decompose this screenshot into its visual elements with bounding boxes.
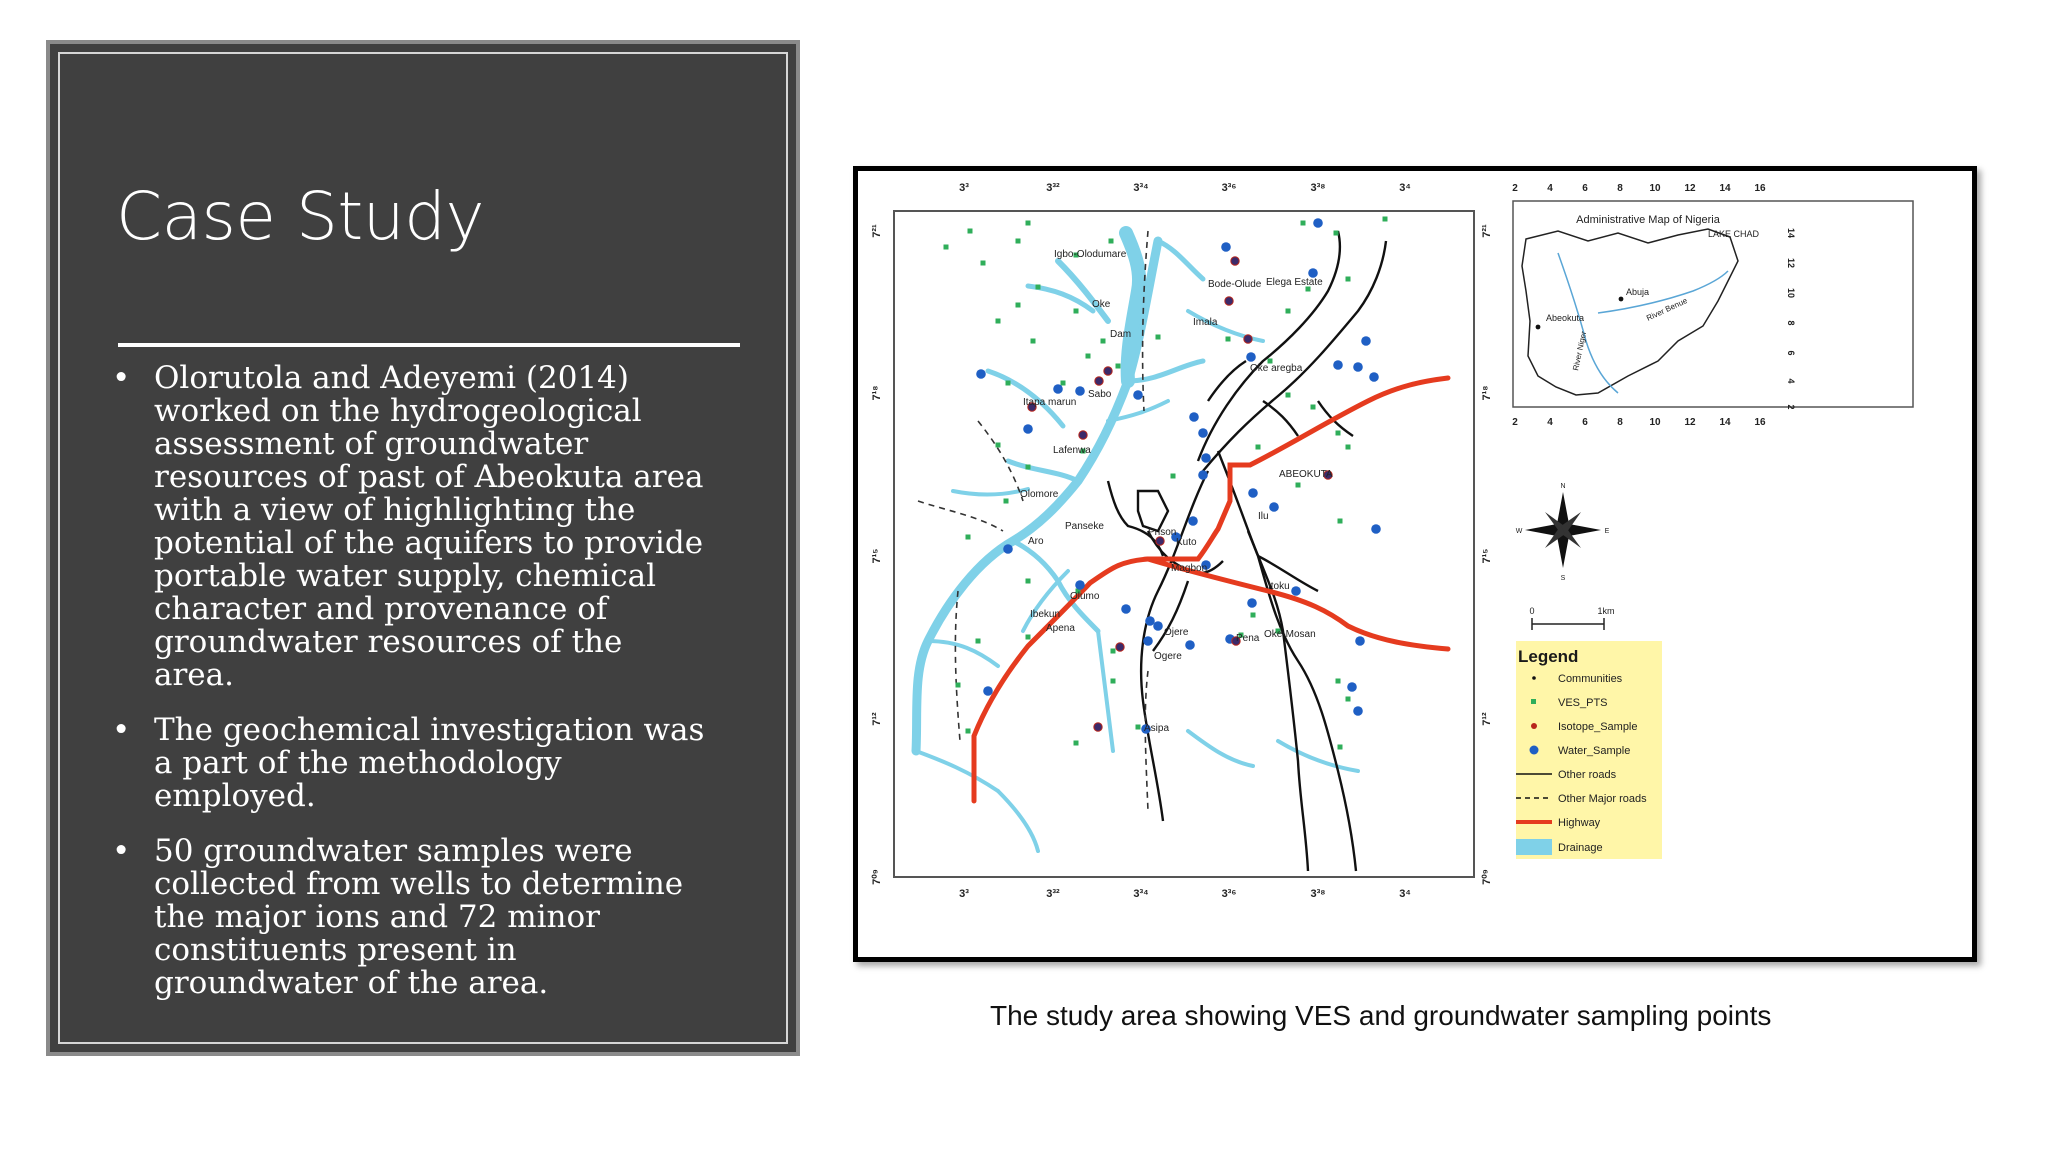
water-sample-point xyxy=(1145,616,1155,626)
isotope-sample-point xyxy=(1094,723,1102,731)
water-sample-point xyxy=(1201,453,1211,463)
ves-point xyxy=(1006,381,1011,386)
place-kuto: Kuto xyxy=(1176,537,1197,548)
legend-item: Water_Sample xyxy=(1558,745,1631,757)
place-olomore: Olomore xyxy=(1020,489,1059,500)
inset-tick: 8 xyxy=(1786,320,1796,326)
inset-tick: 2 xyxy=(1512,417,1518,428)
ves-point xyxy=(1061,381,1066,386)
water-sample-point xyxy=(1246,352,1256,362)
water-sample-point xyxy=(1347,682,1357,692)
place-olumo: Olumo xyxy=(1070,591,1100,602)
x-tick: 3⁴ xyxy=(1399,182,1411,194)
bullet-glyph: • xyxy=(112,360,131,396)
x-tick: 3³⁸ xyxy=(1310,182,1326,194)
water-sample-point xyxy=(1121,604,1131,614)
water-sample-point xyxy=(976,369,986,379)
water-sample-point xyxy=(1003,544,1013,554)
place-igbo: Igbo-Olodumare xyxy=(1054,249,1127,260)
water-sample-point xyxy=(1353,362,1363,372)
ves-point xyxy=(1109,239,1114,244)
ves-point xyxy=(1036,285,1041,290)
ves-point xyxy=(1286,309,1291,314)
isotope-sample-point xyxy=(1225,297,1233,305)
bullet-item xyxy=(112,714,712,813)
inset-tick: 8 xyxy=(1617,183,1623,194)
isotope-sample-point xyxy=(1231,257,1239,265)
title-divider xyxy=(118,343,740,347)
ves-point xyxy=(1346,445,1351,450)
place-panseke: Panseke xyxy=(1065,521,1104,532)
place-abeokuta: ABEOKUTA xyxy=(1279,469,1333,480)
ves-point xyxy=(1101,339,1106,344)
scale-bar xyxy=(1529,606,1614,630)
north-label: N xyxy=(1560,483,1566,490)
legend-drainage-symbol xyxy=(1516,839,1552,855)
x-tick: 3³ xyxy=(959,888,969,900)
isotope-sample-point xyxy=(1244,335,1252,343)
ves-point xyxy=(1338,745,1343,750)
ves-point xyxy=(1156,335,1161,340)
study-area-map xyxy=(853,166,1977,962)
place-itoku: Itoku xyxy=(1268,581,1290,592)
x-ticks-bottom xyxy=(959,888,1411,900)
bullet-text: The geochemical investigation was a part of the methodology employed. xyxy=(154,712,705,814)
inset-tick: 14 xyxy=(1786,227,1796,239)
inset-tick: 10 xyxy=(1786,287,1796,299)
y-tick: 7¹⁵ xyxy=(871,548,883,564)
inset-tick: 8 xyxy=(1617,417,1623,428)
inset-tick: 16 xyxy=(1754,183,1766,194)
y-tick: 7⁰⁹ xyxy=(1481,869,1493,885)
inset-top-ticks xyxy=(1512,183,1766,194)
ves-point xyxy=(1136,725,1141,730)
x-tick: 3³⁴ xyxy=(1133,888,1149,900)
ves-point xyxy=(1026,465,1031,470)
x-tick: 3³² xyxy=(1046,182,1060,194)
x-tick: 3³⁸ xyxy=(1310,888,1326,900)
x-tick: 3³² xyxy=(1046,888,1060,900)
water-sample-point xyxy=(1185,640,1195,650)
water-sample-point xyxy=(1355,636,1365,646)
figure-caption: The study area showing VES and groundwater sampling points xyxy=(990,1000,1772,1031)
water-sample-point xyxy=(983,686,993,696)
ves-point xyxy=(1336,431,1341,436)
inset-tick: 12 xyxy=(1684,183,1696,194)
y-tick: 7⁰⁹ xyxy=(871,869,883,885)
water-sample-point xyxy=(1075,580,1085,590)
water-sample-point xyxy=(1371,524,1381,534)
inset-tick: 4 xyxy=(1547,417,1553,428)
inset-label-lake: LAKE CHAD xyxy=(1708,229,1760,239)
scale-zero: 0 xyxy=(1529,606,1535,616)
y-tick: 7²¹ xyxy=(871,224,883,238)
place-aro: Aro xyxy=(1028,536,1044,547)
legend-item: VES_PTS xyxy=(1558,697,1608,709)
x-tick: 3³ xyxy=(959,182,969,194)
place-elega: Elega Estate xyxy=(1266,277,1323,288)
ves-point xyxy=(1334,231,1339,236)
ves-point xyxy=(981,261,986,266)
ves-point xyxy=(956,683,961,688)
isotope-sample-point xyxy=(1095,377,1103,385)
place-okemosan: Oke-Mosan xyxy=(1264,629,1316,640)
legend-item: Isotope_Sample xyxy=(1558,721,1638,733)
inset-label-abuja: Abuja xyxy=(1626,287,1650,297)
ves-point xyxy=(996,319,1001,324)
y-tick: 7¹⁸ xyxy=(1481,385,1493,401)
x-ticks-top xyxy=(959,182,1411,194)
legend-item: Communities xyxy=(1558,673,1623,685)
ves-point xyxy=(1256,445,1261,450)
place-ibekun: Ibekun xyxy=(1030,609,1061,620)
east-label: E xyxy=(1604,528,1610,535)
place-imala: Imala xyxy=(1193,317,1218,328)
inset-tick: 12 xyxy=(1684,417,1696,428)
water-sample-point xyxy=(1333,360,1343,370)
abeokuta-marker xyxy=(1536,325,1541,330)
ves-point xyxy=(976,639,981,644)
place-apena: Apena xyxy=(1046,623,1075,634)
inset-tick: 6 xyxy=(1582,417,1588,428)
inset-tick: 12 xyxy=(1786,257,1796,269)
ves-point xyxy=(1074,309,1079,314)
bullet-text: Olorutola and Adeyemi (2014) worked on the hydrogeological assessment of groundwater resources of past of Abeokuta area with a view of highlighting the potential of the aquifers to provide portable water supply, chemical character and provenance of groundwater resources of the area. xyxy=(154,360,704,693)
ves-point xyxy=(966,729,971,734)
scale-km: 1km xyxy=(1597,606,1615,616)
ves-point xyxy=(944,245,949,250)
place-ojere: Ojere xyxy=(1164,627,1189,638)
water-sample-point xyxy=(1198,470,1208,480)
inset-map xyxy=(1512,183,1913,428)
water-sample-point xyxy=(1248,488,1258,498)
ves-point xyxy=(1031,339,1036,344)
inset-tick: 6 xyxy=(1582,183,1588,194)
place-dam: Dam xyxy=(1110,329,1132,340)
ves-point xyxy=(1111,649,1116,654)
inset-tick: 14 xyxy=(1719,417,1731,428)
bullet-item xyxy=(112,835,712,1000)
ves-point xyxy=(1383,217,1388,222)
legend-ves-symbol xyxy=(1531,699,1536,704)
water-sample-point xyxy=(1369,372,1379,382)
inset-title: Administrative Map of Nigeria xyxy=(1576,214,1720,226)
inset-tick: 2 xyxy=(1512,183,1518,194)
isotope-sample-point xyxy=(1156,537,1164,545)
south-label: S xyxy=(1560,575,1566,582)
ves-point xyxy=(968,229,973,234)
place-bode: Bode-Olude xyxy=(1208,279,1262,290)
inset-tick: 16 xyxy=(1754,417,1766,428)
slide-title: Case Study xyxy=(116,178,485,255)
inset-tick: 10 xyxy=(1649,183,1661,194)
bullet-item xyxy=(112,362,712,692)
ves-point xyxy=(966,535,971,540)
north-arrow xyxy=(1516,483,1610,582)
ves-point xyxy=(1296,483,1301,488)
bullet-list xyxy=(112,362,712,1022)
ves-point xyxy=(1171,474,1176,479)
ves-point xyxy=(1338,519,1343,524)
y-tick: 7¹² xyxy=(1481,712,1493,726)
ves-point xyxy=(1026,221,1031,226)
ves-point xyxy=(1346,277,1351,282)
place-sabo: Sabo xyxy=(1088,389,1112,400)
ves-point xyxy=(1226,337,1231,342)
water-sample-point xyxy=(1053,384,1063,394)
water-sample-point xyxy=(1353,706,1363,716)
water-sample-point xyxy=(1143,636,1153,646)
legend-community-symbol xyxy=(1532,676,1536,680)
ves-point xyxy=(1286,393,1291,398)
y-tick: 7¹⁸ xyxy=(871,385,883,401)
place-oke: Oke xyxy=(1092,299,1111,310)
inset-tick: 2 xyxy=(1786,404,1796,410)
ves-point xyxy=(1004,499,1009,504)
inset-tick: 4 xyxy=(1547,183,1553,194)
ves-point xyxy=(996,443,1001,448)
ves-point xyxy=(1111,679,1116,684)
isotope-sample-point xyxy=(1104,367,1112,375)
water-sample-point xyxy=(1221,242,1231,252)
place-magbon: Magbon xyxy=(1171,563,1208,574)
inset-tick: 4 xyxy=(1786,378,1796,384)
bullet-glyph: • xyxy=(112,833,131,869)
place-prison: Prison xyxy=(1148,527,1177,538)
x-tick: 3⁴ xyxy=(1399,888,1411,900)
inset-tick: 10 xyxy=(1649,417,1661,428)
inset-label-benue: River Benue xyxy=(1645,296,1689,323)
water-sample-point xyxy=(1269,502,1279,512)
y-tick: 7¹⁵ xyxy=(1481,548,1493,564)
water-sample-point xyxy=(1133,390,1143,400)
place-itamarun: Itapa marun xyxy=(1023,397,1077,408)
y-tick: 7¹² xyxy=(871,712,883,726)
inset-label-niger: River Niger xyxy=(1571,330,1589,372)
inset-label-abeokuta: Abeokuta xyxy=(1546,313,1585,323)
y-ticks-left xyxy=(871,224,883,885)
isotope-sample-point xyxy=(1116,643,1124,651)
y-tick: 7²¹ xyxy=(1481,224,1493,238)
legend-item: Drainage xyxy=(1558,842,1603,854)
place-ogere: Ogere xyxy=(1154,651,1182,662)
water-sample-point xyxy=(1291,586,1301,596)
legend-item: Other Major roads xyxy=(1558,793,1647,805)
x-tick: 3³⁶ xyxy=(1221,182,1237,194)
water-sample-point xyxy=(1023,424,1033,434)
ves-point xyxy=(1346,697,1351,702)
ves-point xyxy=(1016,239,1021,244)
map-figure xyxy=(858,171,1972,957)
place-lafenwa: Lafenwa xyxy=(1053,445,1091,456)
ves-point xyxy=(1026,635,1031,640)
ves-point xyxy=(1086,354,1091,359)
place-pena: Pena xyxy=(1236,633,1260,644)
legend xyxy=(1516,641,1662,859)
bullet-glyph: • xyxy=(112,712,131,748)
y-ticks-right xyxy=(1481,224,1493,885)
inset-tick: 14 xyxy=(1719,183,1731,194)
isotope-sample-point xyxy=(1079,431,1087,439)
legend-item: Highway xyxy=(1558,817,1601,829)
ves-point xyxy=(1311,405,1316,410)
ves-point xyxy=(1301,221,1306,226)
inset-tick: 6 xyxy=(1786,350,1796,356)
water-sample-point xyxy=(1313,218,1323,228)
place-asipa: Asipa xyxy=(1144,723,1170,734)
abuja-marker xyxy=(1619,297,1624,302)
x-tick: 3³⁶ xyxy=(1221,888,1237,900)
bullet-text: 50 groundwater samples were collected from wells to determine the major ions and 72 minor constituents present in groundwater of the area. xyxy=(154,833,684,1001)
ves-point xyxy=(1026,579,1031,584)
ves-point xyxy=(1016,303,1021,308)
water-sample-point xyxy=(1361,336,1371,346)
place-ilupeju: Ilu xyxy=(1258,511,1269,522)
x-tick: 3³⁴ xyxy=(1133,182,1149,194)
legend-item: Other roads xyxy=(1558,769,1617,781)
place-okearegba: Oke aregba xyxy=(1250,363,1303,374)
ves-point xyxy=(1074,741,1079,746)
water-sample-point xyxy=(1153,621,1163,631)
ves-point xyxy=(1336,679,1341,684)
water-sample-point xyxy=(1247,598,1257,608)
ves-point xyxy=(1251,613,1256,618)
west-label: W xyxy=(1515,528,1523,535)
legend-isotope-symbol xyxy=(1531,723,1537,729)
water-sample-point xyxy=(1198,428,1208,438)
legend-title: Legend xyxy=(1518,647,1579,666)
water-sample-point xyxy=(1189,412,1199,422)
water-sample-point xyxy=(1075,386,1085,396)
water-sample-point xyxy=(1188,516,1198,526)
ves-point xyxy=(1116,364,1121,369)
inset-bottom-ticks xyxy=(1512,417,1766,428)
legend-water-symbol xyxy=(1530,746,1539,755)
